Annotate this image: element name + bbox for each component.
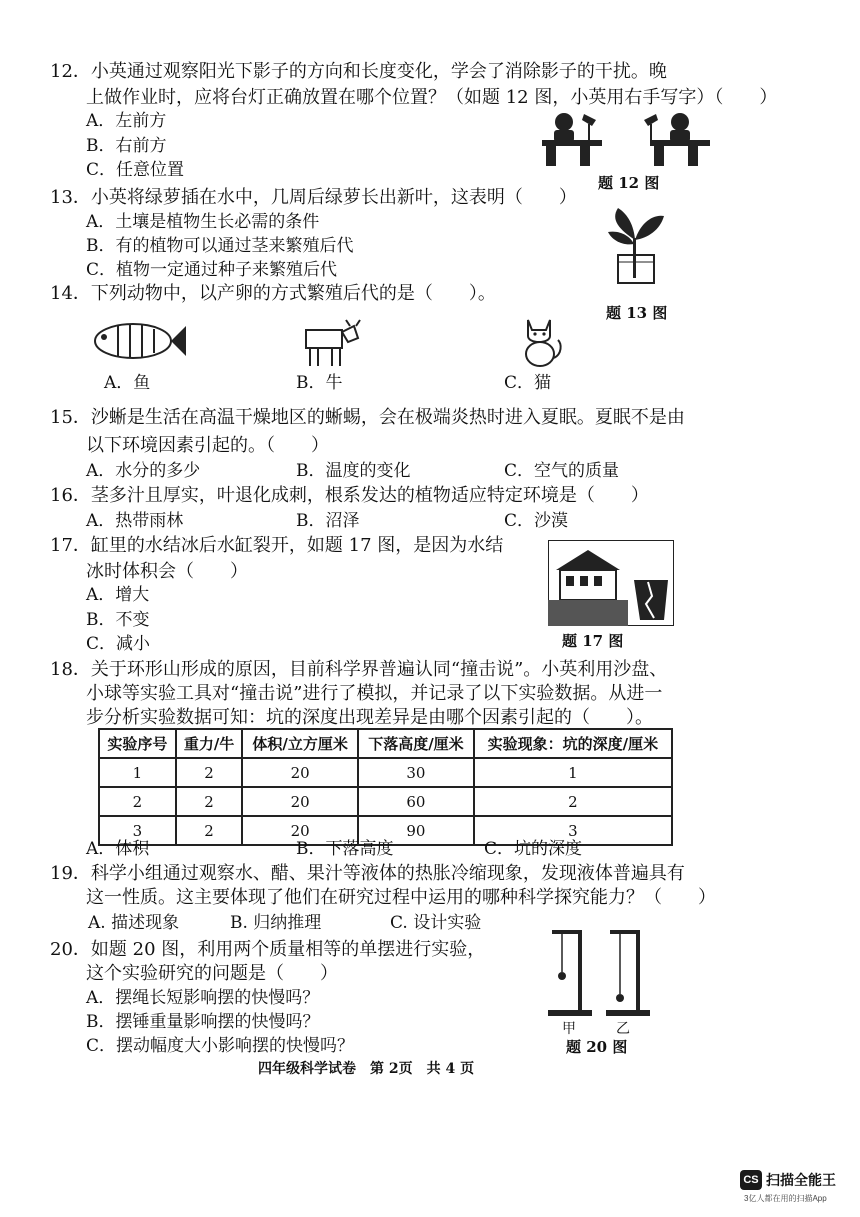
- q20-stem-line1: 20．如题 20 图，利用两个质量相等的单摆进行实验，: [50, 939, 486, 960]
- q19-option-a: A. 描述现象: [88, 913, 180, 933]
- q12-figure-desk-lamp: [540, 110, 725, 168]
- q20-label-jia: 甲: [562, 1021, 576, 1037]
- q12-stem-line2: 上做作业时，应将台灯正确放置在哪个位置？（如题 12 图，小英用右手写字）（ ）: [86, 87, 778, 108]
- q18-option-b: B．下落高度: [296, 839, 394, 859]
- table-cell: 20: [242, 787, 358, 816]
- q17-stem-line1: 17．缸里的水结冰后水缸裂开，如题 17 图，是因为水结: [50, 535, 504, 556]
- q17-option-c: C．减小: [86, 634, 151, 654]
- q15-stem-line1: 15．沙蜥是生活在高温干燥地区的蜥蜴，会在极端炎热时进入夏眠。夏眠不是由: [50, 407, 685, 428]
- table-cell: 2: [176, 816, 242, 845]
- table-cell: 2: [176, 787, 242, 816]
- q14-cat-icon: [516, 314, 566, 370]
- q18-option-c: C．坑的深度: [484, 839, 583, 859]
- q19-option-c: C. 设计实验: [390, 913, 482, 933]
- q17-option-a: A．增大: [86, 585, 150, 605]
- table-header-cell: 下落高度/厘米: [358, 729, 474, 758]
- q16-option-a: A．热带雨林: [86, 511, 184, 531]
- q13-figure-plant-in-water: [600, 200, 670, 285]
- q13-option-a: A．土壤是植物生长必需的条件: [86, 212, 320, 232]
- q17-option-b: B．不变: [86, 610, 150, 630]
- q13-option-c: C．植物一定通过种子来繁殖后代: [86, 260, 338, 280]
- q15-option-b: B．温度的变化: [296, 461, 411, 481]
- q17-figure-cracked-vat: [548, 540, 674, 626]
- q18-data-table: [98, 728, 673, 846]
- table-header-cell: 实验序号: [99, 729, 176, 758]
- table-cell: 20: [242, 816, 358, 845]
- q18-option-a: A．体积: [86, 839, 150, 859]
- q14-option-c: C．猫: [504, 373, 552, 393]
- q16-stem: 16．茎多汁且厚实，叶退化成刺，根系发达的植物适应特定环境是（ ）: [50, 485, 649, 506]
- q20-label-yi: 乙: [616, 1021, 630, 1037]
- q20-figure-pendulums: [548, 926, 658, 1018]
- q12-option-c: C．任意位置: [86, 160, 185, 180]
- table-cell: 20: [242, 758, 358, 787]
- q20-stem-line2: 这个实验研究的问题是（ ）: [86, 963, 338, 984]
- table-row: [99, 787, 672, 816]
- q20-option-a: A．摆绳长短影响摆的快慢吗？: [86, 988, 320, 1008]
- q14-fish-icon: [88, 316, 188, 366]
- q12-option-b: B．右前方: [86, 136, 167, 156]
- q14-option-a: A．鱼: [104, 373, 151, 393]
- q14-cow-icon: [300, 316, 362, 370]
- page-footer: 四年级科学试卷 第 2页 共 4 页: [258, 1061, 475, 1077]
- q17-stem-line2: 冰时体积会（ ）: [86, 561, 248, 582]
- table-header-cell: 实验现象：坑的深度/厘米: [474, 729, 672, 758]
- q20-option-b: B．摆锤重量影响摆的快慢吗？: [86, 1012, 320, 1032]
- q18-stem-line1: 18．关于环形山形成的原因，目前科学界普遍认同“撞击说”。小英利用沙盘、: [50, 659, 668, 680]
- table-cell: 3: [99, 816, 176, 845]
- table-cell: 90: [358, 816, 474, 845]
- q13-stem: 13．小英将绿萝插在水中，几周后绿萝长出新叶，这表明（ ）: [50, 187, 577, 208]
- q15-stem-line2: 以下环境因素引起的。（ ）: [86, 435, 329, 456]
- q17-caption: 题 17 图: [562, 632, 624, 650]
- q19-stem-line2: 这一性质。这主要体现了他们在研究过程中运用的哪种科学探究能力？（ ）: [86, 887, 716, 908]
- q15-option-c: C．空气的质量: [504, 461, 620, 481]
- q13-option-b: B．有的植物可以通过茎来繁殖后代: [86, 236, 354, 256]
- q18-stem-line3: 步分析实验数据可知：坑的深度出现差异是由哪个因素引起的（ ）。: [86, 707, 653, 728]
- q20-caption: 题 20 图: [566, 1038, 628, 1056]
- table-cell: 60: [358, 787, 474, 816]
- q12-option-a: A．左前方: [86, 111, 167, 131]
- table-row: [99, 758, 672, 787]
- table-header-cell: 体积/立方厘米: [242, 729, 358, 758]
- q20-option-c: C．摆动幅度大小影响摆的快慢吗？: [86, 1036, 355, 1056]
- scanner-tagline: 3亿人都在用的扫描App: [744, 1194, 827, 1203]
- table-cell: 3: [474, 816, 672, 845]
- table-header-row: [99, 729, 672, 758]
- q15-option-a: A．水分的多少: [86, 461, 201, 481]
- table-cell: 30: [358, 758, 474, 787]
- q18-stem-line2: 小球等实验工具对“撞击说”进行了模拟，并记录了以下实验数据。从进一: [86, 683, 663, 704]
- scanner-watermark: [740, 1168, 850, 1208]
- q12-stem-line1: 12．小英通过观察阳光下影子的方向和长度变化，学会了消除影子的干扰。晚: [50, 61, 667, 82]
- q13-caption: 题 13 图: [606, 304, 668, 322]
- q14-stem: 14．下列动物中，以产卵的方式繁殖后代的是（ ）。: [50, 283, 496, 304]
- table-cell: 2: [99, 787, 176, 816]
- q16-option-c: C．沙漠: [504, 511, 569, 531]
- q19-option-b: B. 归纳推理: [230, 913, 322, 933]
- q14-option-b: B．牛: [296, 373, 343, 393]
- table-header-cell: 重力/牛: [176, 729, 242, 758]
- scanner-logo-icon: CS: [740, 1170, 762, 1190]
- table-cell: 2: [176, 758, 242, 787]
- table-cell: 1: [474, 758, 672, 787]
- table-cell: 2: [474, 787, 672, 816]
- table-cell: 1: [99, 758, 176, 787]
- scanner-app-name: 扫描全能王: [766, 1172, 836, 1188]
- q12-caption: 题 12 图: [598, 174, 660, 192]
- q19-stem-line1: 19．科学小组通过观察水、醋、果汁等液体的热胀冷缩现象，发现液体普遍具有: [50, 863, 685, 884]
- q16-option-b: B．沼泽: [296, 511, 360, 531]
